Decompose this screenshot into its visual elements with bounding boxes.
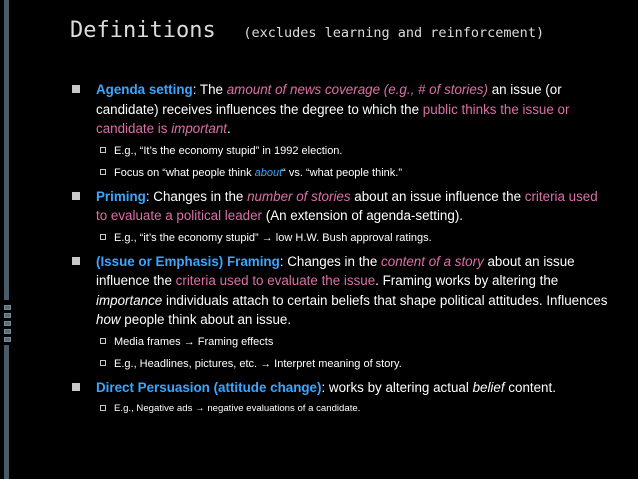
sub-bullet-text: Media frames → Framing effects xyxy=(114,335,274,348)
text-emphasis: content of a story xyxy=(381,253,484,269)
sub-bullet-text: E.g., Headlines, pictures, etc. → Interpret meaning of story. xyxy=(114,357,402,370)
text-highlight: criteria used to evaluate a political leader xyxy=(96,188,598,223)
bullet-square-icon xyxy=(72,85,80,93)
deco-square xyxy=(4,337,11,342)
text: about an issue influence the xyxy=(96,253,575,288)
sub-bullet-icon xyxy=(100,169,106,175)
sub-bullet xyxy=(66,356,611,372)
bullet-agenda-setting xyxy=(66,80,611,139)
text: people think about an issue. xyxy=(120,312,292,327)
text: . Framing works by altering the xyxy=(375,273,559,288)
sub-bullet xyxy=(66,143,611,159)
sub-bullet-icon xyxy=(100,360,106,366)
text-italic: how xyxy=(96,312,121,327)
bullet-square-icon xyxy=(72,257,80,265)
text: about an issue influence the xyxy=(350,188,525,204)
sub-bullet-text: Focus on “what people think xyxy=(114,166,255,179)
sub-bullet-text: E.g., “it’s the economy stupid” → low H.W. Bush approval ratings. xyxy=(114,231,432,244)
title-main: Definitions xyxy=(70,18,216,43)
term-framing: (Issue or Emphasis) Framing xyxy=(96,253,280,269)
deco-square xyxy=(4,313,11,318)
sub-bullet-text: “ vs. “what people think.” xyxy=(282,166,403,179)
deco-square xyxy=(4,305,11,310)
text: content. xyxy=(504,379,556,395)
sub-bullet-icon xyxy=(100,147,106,153)
deco-bar-bottom xyxy=(4,345,9,479)
text-italic: importance xyxy=(96,292,163,308)
text-emphasis: number of stories xyxy=(247,188,351,204)
sub-bullet xyxy=(66,401,611,417)
deco-square xyxy=(4,329,11,334)
text: : The xyxy=(192,82,227,97)
title-subtitle: (excludes learning and reinforcement) xyxy=(243,25,545,41)
text-emphasis: important xyxy=(171,121,228,136)
term-priming: Priming xyxy=(96,188,146,204)
sub-bullet-icon xyxy=(100,234,106,240)
text-emphasis: amount of news coverage (e.g., # of stories) xyxy=(226,82,488,97)
sub-bullet xyxy=(66,230,611,246)
sub-bullet xyxy=(66,334,611,350)
sub-bullet-icon xyxy=(100,338,106,344)
term-agenda-setting: Agenda setting xyxy=(96,82,193,97)
text: . xyxy=(227,121,231,136)
text: an issue (or candidate) receives influences the degree to which the xyxy=(96,82,562,117)
bullet-direct-persuasion xyxy=(66,378,611,398)
text-emphasis: about xyxy=(254,166,283,179)
text-italic: belief xyxy=(472,379,505,395)
sub-bullet-icon xyxy=(100,405,106,411)
slide-title xyxy=(70,18,544,43)
bullet-square-icon xyxy=(72,192,80,200)
text: : Changes in the xyxy=(145,188,248,204)
text-highlight: public thinks the issue or candidate is xyxy=(96,101,570,136)
text: : works by altering actual xyxy=(321,379,473,395)
term-direct-persuasion: Direct Persuasion (attitude change) xyxy=(96,379,322,395)
sub-bullet xyxy=(66,165,611,181)
bullet-priming xyxy=(66,187,611,226)
deco-square xyxy=(4,321,11,326)
text-highlight: criteria used to evaluate the issue xyxy=(175,273,376,288)
text: (An extension of agenda-setting). xyxy=(262,208,463,223)
text: : Changes in the xyxy=(279,253,382,269)
sub-bullet-text: E.g., Negative ads → negative evaluations of a candidate. xyxy=(114,403,361,414)
deco-bar-top xyxy=(4,0,9,300)
sub-bullet-text: E.g., “It’s the economy stupid” in 1992 election. xyxy=(114,144,343,157)
bullet-framing xyxy=(66,252,611,330)
text: individuals attach to certain beliefs that shape political attitudes. Influences xyxy=(162,292,608,308)
bullet-square-icon xyxy=(72,383,80,391)
slide-content xyxy=(66,80,611,423)
